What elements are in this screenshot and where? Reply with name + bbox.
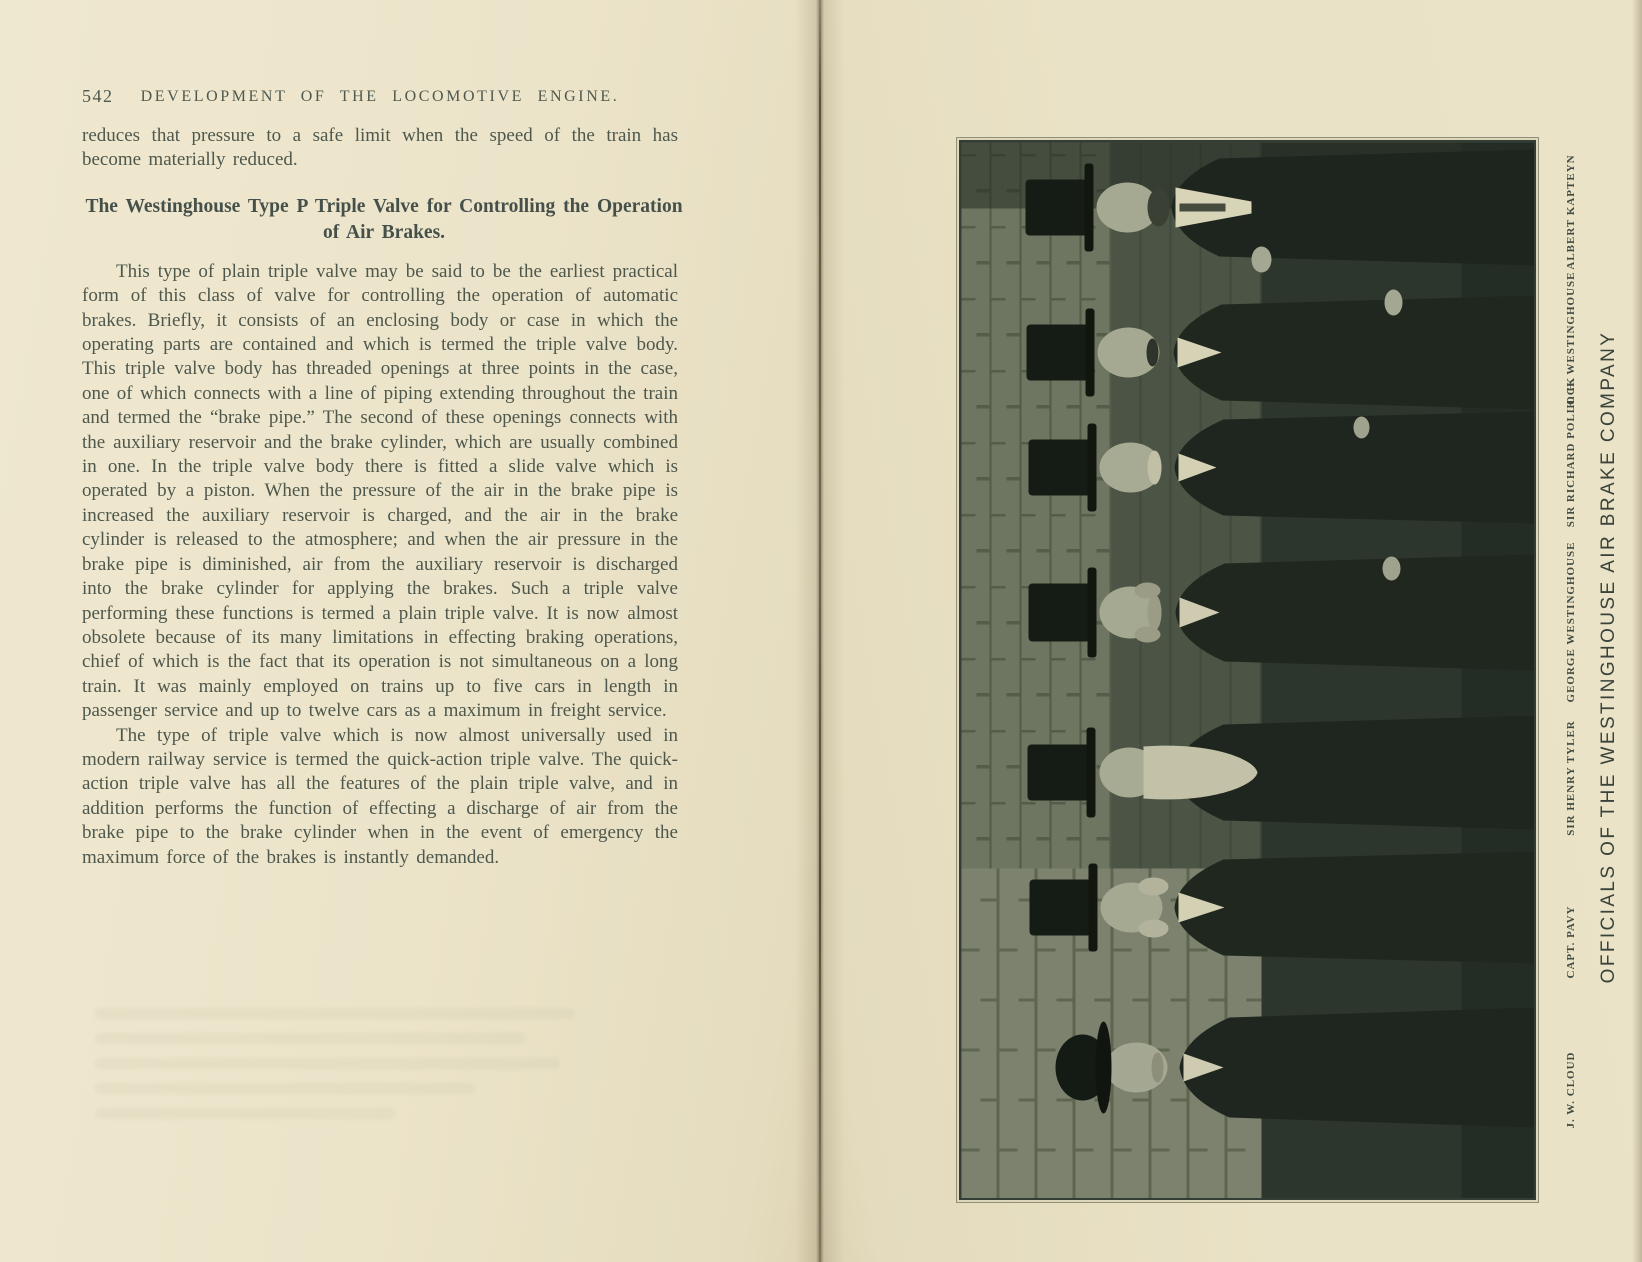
page-number: 542 [82,86,114,106]
body-paragraph: The type of triple valve which is now almost universally used in modern railway service is termed the quick-action triple valve. The quick-action triple valve has all the features of the plain triple valve, and in addition performs the function of effecting a discharge of air from the brake pipe to the brake cylinder when in the event of emergency the maximum force of the brakes is instantly demanded. [82,724,678,868]
plate-name-label: ALBERT KAPTEYN [1565,154,1577,270]
officials-photo-scene [961,142,1534,1198]
show-through-mark [95,1083,475,1094]
running-head: DEVELOPMENT OF THE LOCOMOTIVE ENGINE. [140,88,620,105]
plate-name-label: CAPT. PAVY [1565,905,1577,979]
plate-name-label: GEORGE WESTINGHOUSE [1565,541,1577,703]
officials-photo [961,142,1534,1198]
page-header [82,86,678,110]
section-heading: The Westinghouse Type P Triple Valve for Controlling the Operation of Air Brakes. [85,195,683,244]
show-through-mark [95,1108,395,1119]
plate-caption: OFFICIALS OF THE WESTINGHOUSE AIR BRAKE COMPANY [1598,330,1619,984]
binding-gutter [795,0,845,1262]
show-through-mark [95,1008,575,1019]
right-page [819,0,1642,1262]
show-through-mark [95,1058,560,1069]
plate-name-label: H. H. WESTINGHOUSE [1565,271,1577,409]
officials-photo-plate [959,140,1536,1200]
left-page [0,0,819,1262]
show-through-mark [95,1033,525,1044]
body-text-column [82,124,683,870]
continuation-paragraph: reduces that pressure to a safe limit when the speed of the train has become materially reduced. [82,125,678,171]
plate-name-label: J. W. CLOUD [1565,1051,1577,1129]
page-edge-shade [1632,0,1642,1262]
plate-name-label: SIR RICHARD POLLOCK [1565,376,1577,528]
plate-name-label: SIR HENRY TYLER [1565,720,1577,836]
body-paragraph: This type of plain triple valve may be said to be the earliest practical form of this class of valve for controlling the operation of automatic brakes. Briefly, it consists of an enclosing body or case in which the operating parts are contained and which is termed the triple valve body. This triple valve body has threaded openings at three points in the case, one of which connects with a line of piping extending throughout the train and termed the “brake pipe.” The second of these openings connects with the auxiliary reservoir and the brake cylinder, which are usually combined in one. In the triple valve body there is fitted a slide valve which is operated by a piston. When the pressure of the air in the brake pipe is increased the auxiliary reservoir is charged, and the air in the brake cylinder is released to the atmosphere; and when the air pressure in the brake pipe is diminished, air from the auxiliary reservoir is discharged into the brake cylinder for applying the brakes. Such a triple valve performing these functions is termed a plain triple valve. It is now almost obsolete because of its many limitations in effecting braking operations, chief of which is the fact that its operation is not simultaneous on a long train. It was mainly employed on trains up to five cars in length in passenger service and up to twelve cars as a maximum in freight service. [82,260,678,722]
binding-crease-line [819,0,821,1262]
